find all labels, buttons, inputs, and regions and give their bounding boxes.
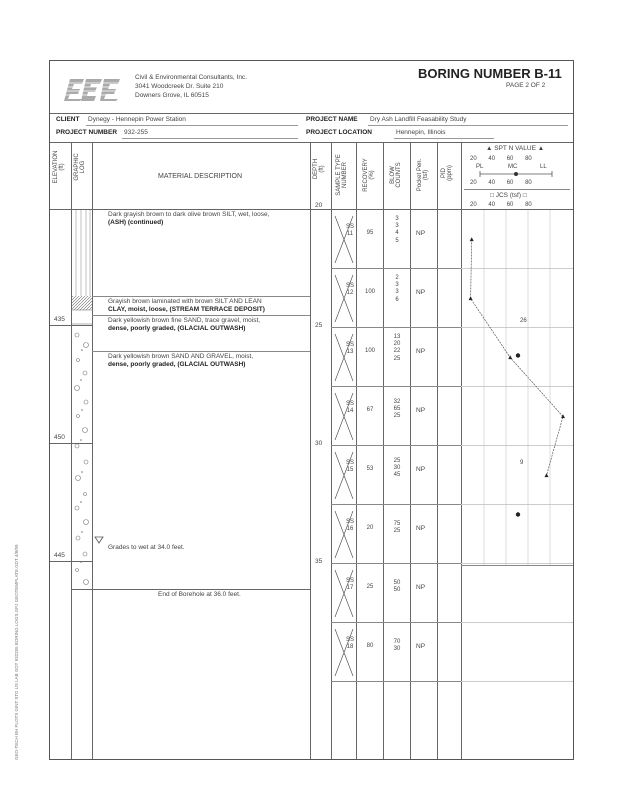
sample-type: SS — [345, 578, 354, 584]
blow-count: 2 — [395, 275, 399, 281]
stratum-boundary-3 — [92, 351, 310, 352]
sample-row-divider — [331, 504, 461, 505]
split-spoon-sample-icon — [333, 332, 355, 383]
spt-scale-mid-60: 60 — [506, 180, 514, 186]
jcs-scale-20: 20 — [470, 202, 477, 208]
spt-title: ▲ SPT N VALUE ▲ — [486, 145, 545, 152]
spt-scale-mid-40: 40 — [488, 180, 496, 186]
sample-row-divider — [331, 622, 461, 623]
desc-end-of-borehole: End of Borehole at 36.0 feet. — [158, 591, 241, 598]
col-divider-pocketpen — [437, 142, 438, 759]
recovery-value: 53 — [366, 466, 374, 472]
pocket-pen-header — [417, 149, 430, 201]
pocket-pen-value: NP — [416, 230, 426, 237]
jcs-scale-60: 60 — [506, 202, 514, 208]
elevation-mark-450: 450 — [54, 434, 65, 441]
project-location-label: PROJECT LOCATION — [306, 129, 372, 136]
sample-number: 12 — [346, 289, 354, 296]
jcs-scale — [470, 202, 532, 208]
sample-number: 16 — [346, 525, 354, 532]
project-name-label: PROJECT NAME — [306, 116, 358, 123]
stratum-boundary-2 — [92, 315, 310, 316]
blow-counts — [386, 639, 408, 653]
sample-type: SS — [345, 460, 354, 466]
depth-mark-25: 25 — [315, 322, 323, 329]
blow-count: 50 — [393, 580, 401, 586]
graphic-log-end — [71, 589, 92, 590]
jcs-label: □ JCS (tsf) □ — [490, 192, 527, 199]
recovery-header — [363, 149, 376, 201]
sample-number: 15 — [346, 466, 354, 473]
spt-scale-mid-20: 20 — [470, 180, 477, 186]
spt-scale-mid — [470, 180, 532, 186]
depth-mark-30: 30 — [315, 440, 323, 447]
sample-row-divider — [331, 327, 461, 328]
blow-counts — [386, 275, 408, 304]
stratum-boundary-1 — [92, 296, 310, 297]
moisture-content-point — [516, 512, 520, 516]
client-underline — [86, 125, 298, 126]
col-divider-depth — [331, 142, 332, 759]
blow-count: 25 — [393, 413, 401, 420]
sample-id — [341, 401, 359, 415]
sample-id — [341, 578, 359, 592]
sample-number: 17 — [346, 584, 354, 591]
sample-type-header — [336, 147, 349, 203]
blow-count: 50 — [393, 587, 401, 594]
ll-label: LL — [540, 164, 547, 170]
sample-id — [341, 637, 359, 651]
company-logo — [64, 75, 124, 103]
blow-count: 13 — [393, 334, 401, 340]
blow-count: 4 — [395, 230, 399, 237]
boring-log-sheet — [49, 60, 574, 760]
sample-number: 18 — [346, 643, 354, 650]
col-divider-material — [310, 142, 311, 759]
sample-row-divider — [331, 268, 461, 269]
pid-header-text: PID (ppm) — [441, 165, 454, 181]
pocket-pen-value: NP — [416, 348, 426, 355]
blow-counts-header-text: BLOW COUNTS — [390, 162, 403, 188]
spt-label-26: 26 — [520, 318, 527, 324]
blow-count: 6 — [395, 296, 399, 303]
sample-number: 11 — [346, 230, 354, 237]
page-indicator: PAGE 2 OF 2 — [506, 82, 546, 89]
sample-number: 14 — [346, 407, 354, 414]
depth-mark-35: 35 — [315, 558, 323, 565]
pocket-pen-value: NP — [416, 643, 426, 650]
split-spoon-sample-icon — [333, 568, 355, 619]
sample-id — [341, 342, 359, 356]
company-name: Civil & Environmental Consultants, Inc. — [135, 74, 247, 81]
blow-count: 20 — [393, 341, 401, 348]
blow-count: 25 — [393, 528, 401, 535]
desc-gravel-line-2: dense, poorly graded, (GLACIAL OUTWASH) — [108, 361, 246, 368]
sample-type: SS — [345, 283, 354, 289]
spt-scale-20: 20 — [470, 156, 477, 162]
project-name-underline — [368, 125, 568, 126]
pid-header — [441, 153, 454, 193]
blow-count: 65 — [393, 406, 401, 413]
desc-grades-wet: Grades to wet at 34.0 feet. — [108, 544, 185, 551]
sample-type-header-text: SAMPLE TYPE NUMBER — [336, 154, 349, 196]
split-spoon-sample-icon — [333, 273, 355, 324]
spt-n-point — [469, 296, 473, 300]
blow-counts — [386, 334, 408, 363]
col-divider-blows — [410, 142, 411, 759]
blow-count: 30 — [393, 646, 401, 653]
jcs-scale-40: 40 — [488, 202, 496, 208]
pocket-pen-value: NP — [416, 289, 426, 296]
col-divider-recovery — [383, 142, 384, 759]
client-label: CLIENT — [56, 116, 80, 123]
desc-stream-line-2: CLAY, moist, loose, (STREAM TERRACE DEPOSIT) — [108, 306, 265, 313]
water-level-icon — [94, 535, 104, 545]
split-spoon-sample-icon — [333, 391, 355, 442]
project-number-value: 932-255 — [124, 129, 148, 136]
spt-bottom-line — [461, 565, 573, 566]
recovery-value: 100 — [364, 348, 375, 354]
sample-id — [341, 460, 359, 474]
blow-count: 45 — [393, 472, 401, 479]
spt-row-divider — [461, 622, 573, 623]
recovery-value: 80 — [366, 643, 374, 649]
split-spoon-sample-icon — [333, 627, 355, 678]
project-number-label: PROJECT NUMBER — [56, 129, 118, 136]
project-location-value: Hennepin, Illinois — [396, 129, 446, 136]
split-spoon-sample-icon — [333, 450, 355, 501]
desc-ash-line-2: (ASH) (continued) — [108, 219, 164, 226]
recovery-value: 95 — [366, 230, 374, 236]
col-divider-graphic — [92, 142, 93, 759]
sample-id — [341, 519, 359, 533]
spt-n-line — [471, 240, 563, 476]
table-top-border — [50, 142, 573, 143]
boring-number-title: BORING NUMBER B-11 — [418, 66, 562, 81]
header-divider — [50, 113, 573, 114]
blow-count: 70 — [393, 639, 401, 645]
spt-scale-80: 80 — [525, 156, 532, 162]
graphic-log-header-text: GRAPHIC LOG — [74, 153, 87, 181]
recovery-value: 67 — [366, 407, 374, 413]
blow-counts-header — [390, 149, 403, 201]
split-spoon-sample-icon — [333, 214, 355, 265]
blow-counts — [386, 580, 408, 594]
spt-scale-40: 40 — [488, 156, 496, 162]
recovery-header-text: RECOVERY (%) — [363, 158, 376, 192]
sample-row-divider — [331, 681, 461, 682]
elevation-header-text: ELEVATION (ft) — [53, 150, 66, 184]
blow-count: 3 — [395, 282, 399, 289]
sample-type: SS — [345, 224, 354, 230]
pocket-pen-value: NP — [416, 466, 426, 473]
elevation-header — [53, 145, 66, 189]
spt-scale-top — [470, 156, 532, 162]
pocket-pen-header-text: Pocket Pen. (tsf) — [417, 158, 430, 192]
end-of-borehole-line — [92, 589, 310, 590]
blow-count: 30 — [393, 465, 401, 472]
graphic-log-pattern — [72, 210, 92, 590]
side-note: GEO-TECH BH PLOTS GINT STD US LAB GDT 932255 BORING LOGS.GPJ GEOTEMPLATE.GDT 4/8/09 — [14, 544, 19, 760]
elevation-mark-445: 445 — [54, 552, 65, 559]
spt-n-point — [470, 237, 474, 241]
recovery-value: 25 — [366, 584, 374, 590]
blow-count: 3 — [395, 223, 399, 230]
desc-gravel-line-1: Dark yellowish brown SAND AND GRAVEL, moist, — [108, 353, 254, 360]
sample-row-divider — [331, 563, 461, 564]
mc-label: MC — [508, 164, 518, 170]
company-address-2: Downers Grove, IL 60515 — [135, 92, 209, 99]
company-address-1: 3041 Woodcreek Dr. Suite 210 — [135, 83, 224, 90]
recovery-value: 20 — [366, 525, 374, 531]
blow-counts — [386, 521, 408, 535]
spt-scale-mid-80: 80 — [525, 180, 532, 186]
depth-header-text: DEPTH (ft) — [313, 158, 326, 180]
blow-counts — [386, 458, 408, 480]
blow-counts — [386, 216, 408, 245]
spt-row-divider — [461, 681, 573, 682]
project-name-value: Dry Ash Landfill Feasability Study — [370, 116, 467, 123]
material-description-header: MATERIAL DESCRIPTION — [158, 173, 243, 180]
sample-type: SS — [345, 519, 354, 525]
spt-graph — [462, 210, 572, 590]
sample-number: 13 — [346, 348, 354, 355]
sample-type: SS — [345, 637, 354, 643]
spt-n-point — [545, 473, 549, 477]
desc-stream-line-1: Grayish brown laminated with brown SILT AND LEAN — [108, 298, 262, 305]
moisture-content-point — [516, 353, 520, 357]
blow-counts — [386, 399, 408, 421]
spt-scale-60: 60 — [506, 156, 514, 162]
blow-count: 32 — [393, 399, 401, 405]
blow-count: 5 — [395, 237, 399, 244]
sample-type: SS — [345, 342, 354, 348]
sample-type: SS — [345, 401, 354, 407]
spt-header-divider — [464, 189, 570, 190]
blow-count: 22 — [393, 348, 401, 355]
sample-id — [341, 283, 359, 297]
desc-sand-line-2: dense, poorly graded, (GLACIAL OUTWASH) — [108, 325, 246, 332]
blow-count: 25 — [393, 355, 401, 362]
pocket-pen-value: NP — [416, 407, 426, 414]
elevation-mark-435: 435 — [54, 316, 65, 323]
blow-count: 25 — [393, 458, 401, 464]
project-location-underline — [394, 138, 494, 139]
pocket-pen-value: NP — [416, 525, 426, 532]
client-value: Dynegy - Hennepin Power Station — [88, 116, 186, 123]
depth-mark-20: 20 — [315, 202, 323, 209]
sample-row-divider — [331, 386, 461, 387]
jcs-scale-80: 80 — [525, 202, 532, 208]
graphic-log-header — [74, 145, 87, 189]
desc-sand-line-1: Dark yellowish brown fine SAND, trace gravel, moist, — [108, 317, 261, 324]
desc-ash-line-1: Dark grayish brown to dark olive brown SILT, wet, loose, — [108, 211, 270, 218]
split-spoon-sample-icon — [333, 509, 355, 560]
blow-count: 3 — [395, 216, 399, 222]
blow-count: 3 — [395, 289, 399, 296]
sample-id — [341, 224, 359, 238]
sample-row-divider — [331, 445, 461, 446]
pl-label: PL — [476, 164, 484, 170]
spt-label-9: 9 — [520, 460, 524, 466]
blow-count: 75 — [393, 521, 401, 527]
recovery-value: 100 — [364, 289, 375, 295]
project-number-underline — [122, 138, 298, 139]
depth-header — [313, 149, 326, 189]
pocket-pen-value: NP — [416, 584, 426, 591]
pl-mc-ll-symbol — [470, 169, 566, 179]
